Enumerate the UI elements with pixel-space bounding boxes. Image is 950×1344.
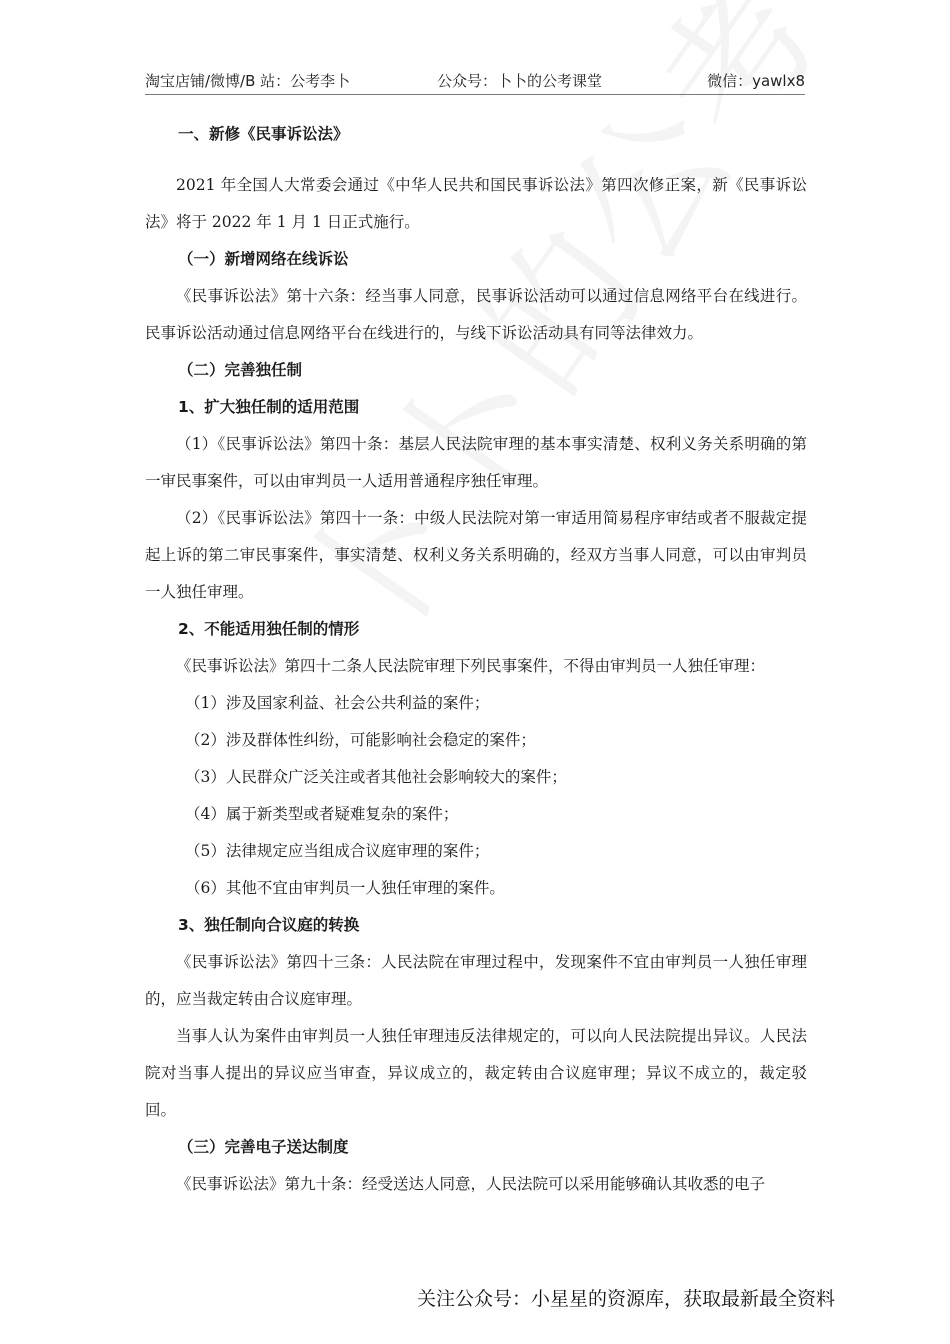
heading-conversion: 3、独任制向合议庭的转换 bbox=[178, 916, 360, 934]
subsection-title-electronic-service: （三）完善电子送达制度 bbox=[178, 1138, 349, 1156]
list-item: （1）涉及国家利益、社会公共利益的案件； bbox=[185, 694, 490, 712]
list-item: （3）人民群众广泛关注或者其他社会影响较大的案件； bbox=[185, 768, 567, 786]
section-title: 一、新修《民事诉讼法》 bbox=[178, 125, 349, 143]
heading-not-applicable: 2、不能适用独任制的情形 bbox=[178, 620, 360, 638]
list-item: （2）涉及群体性纠纷，可能影响社会稳定的案件； bbox=[185, 731, 536, 749]
paragraph-article-16: 《民事诉讼法》第十六条：经当事人同意，民事诉讼活动可以通过信息网络平台在线进行。民事诉讼活动通过信息网络平台在线进行的，与线下诉讼活动具有同等法律效力。 bbox=[145, 287, 807, 342]
list-item: （6）其他不宜由审判员一人独任审理的案件。 bbox=[185, 879, 505, 897]
subsection-title-sole-judge: （二）完善独任制 bbox=[178, 361, 303, 379]
list-item: （5）法律规定应当组成合议庭审理的案件； bbox=[185, 842, 490, 860]
document-body bbox=[145, 112, 807, 1203]
paragraph-article-90: 《民事诉讼法》第九十条：经受送达人同意，人民法院可以采用能够确认其收悉的电子 bbox=[176, 1175, 766, 1193]
header-shop-info: 淘宝店铺/微博/B 站：公考李卜 bbox=[145, 72, 351, 90]
page-header bbox=[145, 68, 805, 95]
paragraph-article-43: 《民事诉讼法》第四十三条：人民法院在审理过程中，发现案件不宜由审判员一人独任审理的，应当裁定转由合议庭审理。 bbox=[145, 953, 807, 1008]
subsection-title-online-litigation: （一）新增网络在线诉讼 bbox=[178, 250, 349, 268]
paragraph-objection: 当事人认为案件由审判员一人独任审理违反法律规定的，可以向人民法院提出异议。人民法院对当事人提出的异议应当审查，异议成立的，裁定转由合议庭审理；异议不成立的，裁定驳回。 bbox=[145, 1027, 807, 1119]
header-public-account: 公众号：卜卜的公考课堂 bbox=[437, 72, 603, 90]
intro-paragraph: 2021 年全国人大常委会通过《中华人民共和国民事诉讼法》第四次修正案，新《民事诉讼法》将于 2022 年 1 月 1 日正式施行。 bbox=[145, 176, 807, 231]
heading-scope-expansion: 1、扩大独任制的适用范围 bbox=[178, 398, 360, 416]
list-item: （4）属于新类型或者疑难复杂的案件； bbox=[185, 805, 459, 823]
footer-promo: 关注公众号：小星星的资源库，获取最新最全资料 bbox=[416, 1288, 835, 1310]
paragraph-article-42: 《民事诉讼法》第四十二条人民法院审理下列民事案件，不得由审判员一人独任审理： bbox=[176, 657, 766, 675]
paragraph-article-40: （1）《民事诉讼法》第四十条：基层人民法院审理的基本事实清楚、权利义务关系明确的第一审民事案件，可以由审判员一人适用普通程序独任审理。 bbox=[145, 435, 807, 490]
paragraph-article-41: （2）《民事诉讼法》第四十一条：中级人民法院对第一审适用简易程序审结或者不服裁定提起上诉的第二审民事案件，事实清楚、权利义务关系明确的，经双方当事人同意，可以由审判员一人独任审理。 bbox=[145, 509, 807, 601]
header-wechat: 微信：yawlx8 bbox=[707, 72, 805, 90]
